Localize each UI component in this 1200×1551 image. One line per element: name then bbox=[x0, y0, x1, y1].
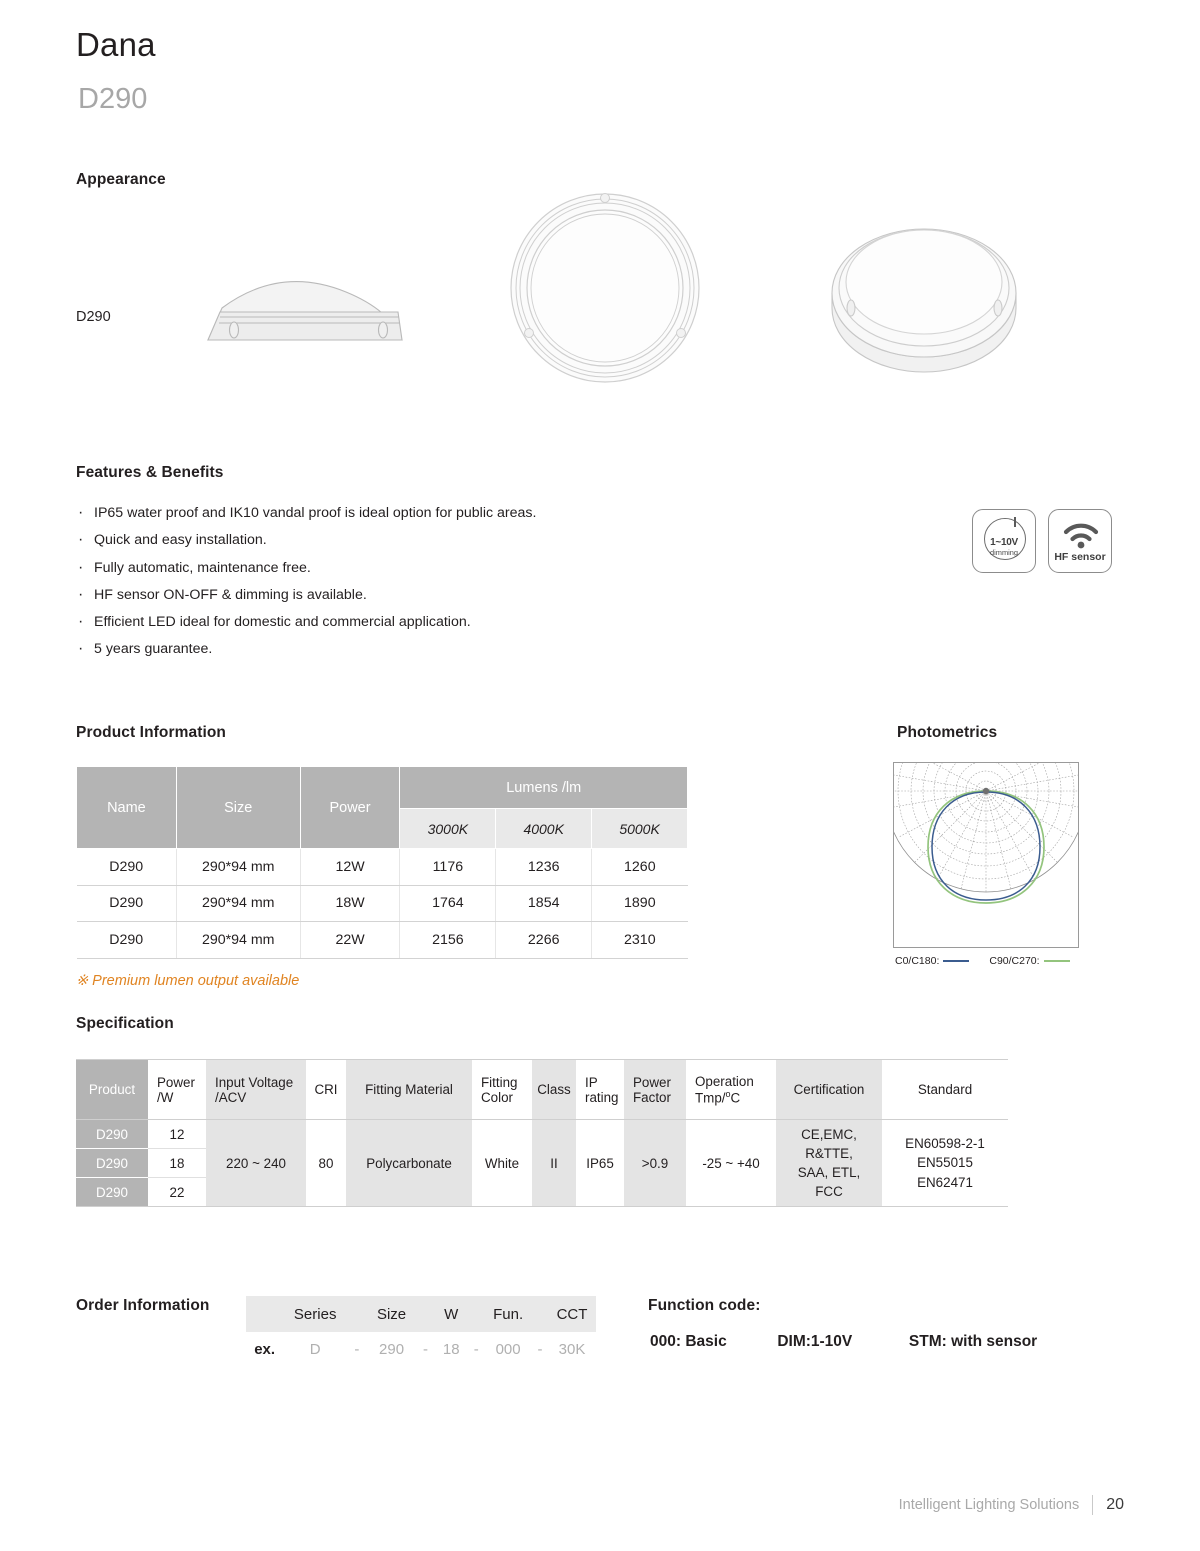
cell-name: D290 bbox=[77, 885, 177, 922]
cell-power: 18W bbox=[300, 885, 400, 922]
order-dash: - bbox=[354, 1340, 360, 1358]
spec-cell-certification bbox=[776, 1120, 882, 1207]
premium-lumen-note: ※ Premium lumen output available bbox=[76, 973, 300, 989]
order-spacer bbox=[246, 1296, 283, 1332]
cell-power: 12W bbox=[300, 849, 400, 886]
spec-col-ip-line2: rating bbox=[585, 1089, 619, 1105]
cell-lumens-4000k: 1236 bbox=[496, 849, 592, 886]
side-view-icon bbox=[208, 282, 402, 340]
standard-line: EN55015 bbox=[917, 1155, 973, 1171]
cell-size: 290*94 mm bbox=[176, 849, 300, 886]
order-spacer bbox=[532, 1296, 548, 1332]
cell-lumens-4000k: 2266 bbox=[496, 922, 592, 959]
features-list bbox=[76, 500, 716, 664]
feature-item: · IP65 water proof and IK10 vandal proof is ideal option for public areas. bbox=[76, 500, 716, 527]
spec-col-ip-rating bbox=[576, 1060, 624, 1120]
spec-cell-cri: 80 bbox=[318, 1155, 334, 1171]
spec-col-operation-temp bbox=[686, 1060, 776, 1120]
spec-col-fitting-material: Fitting Material bbox=[346, 1060, 472, 1120]
footer-page-number: 20 bbox=[1106, 1496, 1124, 1513]
table-header-row bbox=[77, 767, 688, 809]
page-title: Dana bbox=[76, 26, 156, 63]
spec-col-ip-line1: IP bbox=[585, 1074, 598, 1090]
table-row bbox=[77, 922, 688, 959]
spec-header-row bbox=[76, 1060, 1008, 1120]
spec-cell-power-factor: >0.9 bbox=[624, 1120, 686, 1207]
spec-cell-input-voltage: 220 ~ 240 bbox=[206, 1120, 306, 1207]
spec-col-color-line2: Color bbox=[481, 1089, 513, 1105]
spec-col-temp-line2: Tmp/$^o$C bbox=[695, 1088, 741, 1106]
badge-dimming bbox=[972, 509, 1036, 573]
order-example-series: D bbox=[309, 1340, 321, 1358]
footer-divider bbox=[1092, 1495, 1093, 1515]
table-row bbox=[77, 885, 688, 922]
badge-hf-sensor-label: HF sensor bbox=[1054, 551, 1106, 563]
col-header-lumens: Lumens /lm bbox=[400, 767, 688, 809]
feature-item: · Quick and easy installation. bbox=[76, 527, 716, 554]
appearance-heading: Appearance bbox=[76, 171, 166, 188]
spec-col-power-line2: /W bbox=[157, 1089, 174, 1105]
spec-cell-ip-rating: IP65 bbox=[586, 1155, 614, 1171]
spec-col-class: Class bbox=[532, 1060, 576, 1120]
legend-swatch-c0-c180 bbox=[943, 960, 969, 962]
spec-col-power-factor bbox=[624, 1060, 686, 1120]
standard-line: EN62471 bbox=[917, 1174, 973, 1190]
order-spacer bbox=[468, 1296, 484, 1332]
feature-item: · HF sensor ON-OFF & dimming is available. bbox=[76, 582, 716, 609]
spec-col-power-line1: Power bbox=[157, 1074, 195, 1090]
spec-cell-standard bbox=[882, 1120, 1008, 1207]
cell-name: D290 bbox=[77, 849, 177, 886]
spec-col-input-voltage bbox=[206, 1060, 306, 1120]
features-heading: Features & Benefits bbox=[76, 464, 224, 481]
order-information-table bbox=[246, 1296, 596, 1366]
function-code-list bbox=[650, 1333, 1037, 1351]
cert-line: SAA, ETL, bbox=[797, 1165, 861, 1180]
appearance-drawings bbox=[150, 190, 1070, 400]
polar-diagram-svg bbox=[894, 763, 1078, 947]
cell-size: 290*94 mm bbox=[176, 885, 300, 922]
cell-lumens-5000k: 2310 bbox=[592, 922, 688, 959]
spec-cell-fitting-material: Polycarbonate bbox=[346, 1120, 472, 1207]
legend-label-c0-c180: C0/C180: bbox=[895, 955, 940, 967]
cert-line: CE,EMC, bbox=[801, 1127, 857, 1142]
specification-heading: Specification bbox=[76, 1015, 174, 1032]
cert-line: FCC bbox=[815, 1184, 843, 1199]
photometric-polar-diagram bbox=[893, 762, 1079, 948]
order-example-w: 18 bbox=[442, 1340, 460, 1358]
spec-col-voltage-line2: /ACV bbox=[215, 1089, 247, 1105]
hf-sensor-wave-icon bbox=[1063, 521, 1099, 554]
badge-dimming-label: dimming bbox=[990, 548, 1018, 557]
order-example-row bbox=[246, 1332, 596, 1366]
cell-power: 22W bbox=[300, 922, 400, 959]
photometrics-heading: Photometrics bbox=[897, 724, 998, 741]
spec-cell-product: D290 bbox=[76, 1120, 148, 1149]
spec-cell-power: 12 bbox=[148, 1120, 206, 1149]
cell-lumens-3000k: 1176 bbox=[400, 849, 496, 886]
cell-size: 290*94 mm bbox=[176, 922, 300, 959]
spec-col-fitting-color bbox=[472, 1060, 532, 1120]
spec-col-cri: CRI bbox=[306, 1060, 346, 1120]
order-dash: - bbox=[537, 1340, 543, 1358]
cell-lumens-5000k: 1260 bbox=[592, 849, 688, 886]
legend-swatch-c90-c270 bbox=[1044, 960, 1070, 962]
col-header-size: Size bbox=[176, 767, 300, 849]
col-header-3000k: 3000K bbox=[400, 809, 496, 849]
order-dash: - bbox=[473, 1340, 479, 1358]
order-col-w: W bbox=[434, 1296, 468, 1332]
table-row bbox=[77, 849, 688, 886]
order-col-fun: Fun. bbox=[484, 1296, 532, 1332]
spec-col-product: Product bbox=[76, 1060, 148, 1120]
feature-item: · 5 years guarantee. bbox=[76, 636, 716, 663]
cell-lumens-4000k: 1854 bbox=[496, 885, 592, 922]
spec-col-power bbox=[148, 1060, 206, 1120]
specification-table bbox=[76, 1059, 1008, 1207]
function-code-dim: DIM:1-10V bbox=[777, 1333, 853, 1350]
spec-col-color-line1: Fitting bbox=[481, 1074, 518, 1090]
badge-dimming-voltage: 1~10V bbox=[990, 537, 1018, 548]
cert-line: R&TTE, bbox=[805, 1146, 853, 1161]
polar-origin bbox=[983, 788, 989, 794]
spec-cell-product: D290 bbox=[76, 1178, 148, 1207]
front-view-icon bbox=[511, 194, 699, 383]
standard-line: EN60598-2-1 bbox=[905, 1135, 985, 1151]
col-header-power: Power bbox=[300, 767, 400, 849]
appearance-images bbox=[150, 190, 1070, 400]
order-spacer bbox=[347, 1296, 366, 1332]
cell-lumens-3000k: 2156 bbox=[400, 922, 496, 959]
spec-cell-power: 18 bbox=[148, 1149, 206, 1178]
order-example-size: 290 bbox=[379, 1340, 405, 1358]
order-col-size: Size bbox=[366, 1296, 416, 1332]
order-example-cct: 30K bbox=[558, 1340, 586, 1358]
col-header-name: Name bbox=[77, 767, 177, 849]
spec-col-pf-line1: Power bbox=[633, 1074, 671, 1090]
order-header-row bbox=[246, 1296, 596, 1332]
feature-item: · Efficient LED ideal for domestic and commercial application. bbox=[76, 609, 716, 636]
cell-lumens-3000k: 1764 bbox=[400, 885, 496, 922]
order-example-fun: 000 bbox=[495, 1340, 521, 1358]
spec-col-temp-line1: Operation bbox=[695, 1073, 754, 1089]
order-information-heading: Order Information bbox=[76, 1297, 210, 1314]
spec-col-voltage-line1: Input Voltage bbox=[215, 1074, 294, 1090]
function-code-stm: STM: with sensor bbox=[908, 1333, 1038, 1350]
appearance-row-label: D290 bbox=[76, 309, 111, 325]
order-example-label: ex. bbox=[254, 1340, 276, 1358]
product-information-table bbox=[76, 766, 688, 959]
order-spacer bbox=[417, 1296, 435, 1332]
page-model: D290 bbox=[78, 83, 148, 115]
col-header-5000k: 5000K bbox=[592, 809, 688, 849]
product-information-heading: Product Information bbox=[76, 724, 227, 741]
function-code-heading: Function code: bbox=[648, 1297, 761, 1314]
order-col-cct: CCT bbox=[548, 1296, 596, 1332]
function-code-basic: 000: Basic bbox=[650, 1333, 727, 1350]
feature-item: · Fully automatic, maintenance free. bbox=[76, 555, 716, 582]
order-col-series: Series bbox=[283, 1296, 347, 1332]
spec-col-certification: Certification bbox=[776, 1060, 882, 1120]
spec-cell-operation-temp: -25 ~ +40 bbox=[702, 1155, 760, 1171]
spec-cell-power: 22 bbox=[148, 1178, 206, 1207]
spec-col-standard: Standard bbox=[882, 1060, 1008, 1120]
spec-row bbox=[76, 1120, 1008, 1149]
photometric-legend bbox=[895, 955, 1085, 967]
cell-lumens-5000k: 1890 bbox=[592, 885, 688, 922]
degree-symbol: o bbox=[725, 1088, 731, 1099]
spec-cell-product: D290 bbox=[76, 1149, 148, 1178]
isometric-view-icon bbox=[832, 229, 1016, 372]
polar-grid-spokes bbox=[894, 763, 1078, 892]
legend-label-c90-c270: C90/C270: bbox=[989, 955, 1040, 967]
col-header-4000k: 4000K bbox=[496, 809, 592, 849]
badge-hf-sensor bbox=[1048, 509, 1112, 573]
cell-name: D290 bbox=[77, 922, 177, 959]
page-footer bbox=[899, 1495, 1124, 1515]
spec-cell-fitting-color: White bbox=[484, 1155, 520, 1171]
footer-tagline: Intelligent Lighting Solutions bbox=[898, 1497, 1080, 1513]
spec-cell-class: II bbox=[532, 1120, 576, 1207]
order-dash: - bbox=[423, 1340, 429, 1358]
spec-col-pf-line2: Factor bbox=[633, 1089, 671, 1105]
feature-badges bbox=[972, 509, 1112, 573]
dimming-dial-tick bbox=[1014, 517, 1016, 527]
